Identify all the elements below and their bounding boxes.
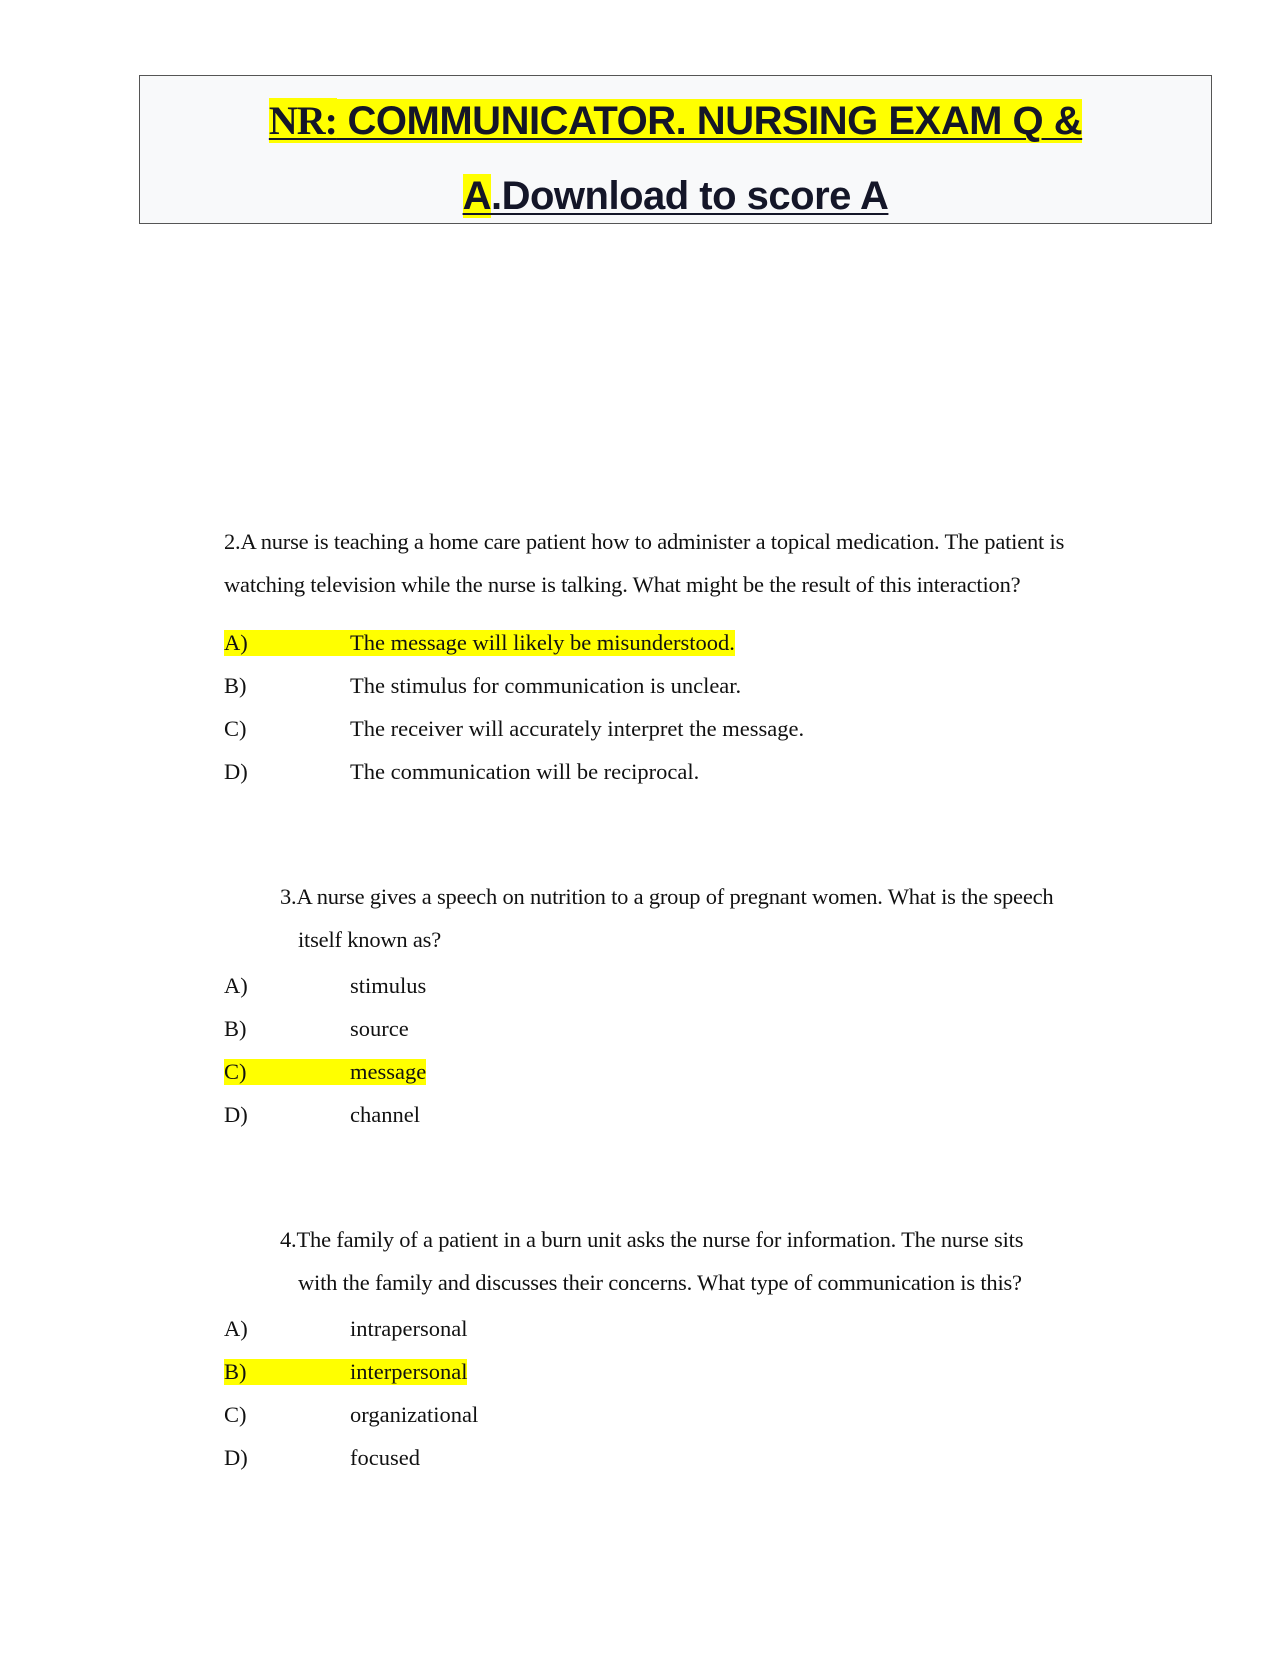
question-2-option-a	[224, 630, 735, 656]
option-letter: B)	[224, 1359, 247, 1384]
question-4-line-2: with the family and discusses their concerns. What type of communication is this?	[298, 1270, 1022, 1295]
question-3-option-a	[224, 973, 426, 999]
question-2-line-2: watching television while the nurse is talking. What might be the result of this interaction?	[224, 572, 1021, 597]
option-text: stimulus	[350, 973, 427, 998]
question-3-line-2: itself known as?	[298, 927, 442, 952]
option-text: The receiver will accurately interpret the message.	[350, 716, 805, 741]
option-letter: A)	[224, 1316, 248, 1341]
option-text: The message will likely be misunderstood.	[350, 630, 735, 655]
title-highlight-a: A	[462, 174, 491, 218]
option-letter: C)	[224, 716, 247, 741]
option-letter: D)	[224, 1102, 248, 1127]
option-letter: C)	[224, 1402, 247, 1427]
option-letter: A)	[224, 973, 248, 998]
option-text: intrapersonal	[350, 1316, 468, 1341]
title-prefix: NR:	[268, 98, 337, 143]
question-2-option-b	[224, 673, 741, 699]
question-4-line-1: 4.The family of a patient in a burn unit asks the nurse for information. The nurse sits	[280, 1227, 1024, 1252]
question-2-option-d	[224, 759, 699, 785]
option-text: interpersonal	[350, 1359, 468, 1384]
option-letter: B)	[224, 673, 247, 698]
option-text: channel	[350, 1102, 420, 1127]
option-text: The communication will be reciprocal.	[350, 759, 700, 784]
question-2-option-c	[224, 716, 804, 742]
question-4-option-b	[224, 1359, 467, 1385]
question-4-option-d	[224, 1445, 420, 1471]
question-4-option-a	[224, 1316, 467, 1342]
option-text: source	[350, 1016, 409, 1041]
question-3-option-b	[224, 1016, 409, 1042]
option-letter: C)	[224, 1059, 247, 1084]
title-line-1	[140, 96, 1211, 146]
option-text: The stimulus for communication is unclear.	[350, 673, 742, 698]
question-2-line-1: 2.A nurse is teaching a home care patient how to administer a topical medication. The patient is	[224, 529, 1065, 554]
question-3-line-1: 3.A nurse gives a speech on nutrition to a group of pregnant women. What is the speech	[280, 884, 1054, 909]
title-main: COMMUNICATOR. NURSING EXAM Q &	[336, 99, 1083, 143]
option-letter: D)	[224, 759, 248, 784]
option-letter: D)	[224, 1445, 248, 1470]
option-letter: B)	[224, 1016, 247, 1041]
question-3-option-c	[224, 1059, 426, 1085]
question-3-option-d	[224, 1102, 420, 1128]
option-text: focused	[350, 1445, 420, 1470]
option-text: organizational	[350, 1402, 479, 1427]
title-line-2	[140, 171, 1211, 221]
title-download-text: .Download to score A	[490, 174, 889, 218]
question-4-option-c	[224, 1402, 478, 1428]
option-letter: A)	[224, 630, 248, 655]
title-box	[139, 75, 1212, 224]
option-text: message	[350, 1059, 427, 1084]
